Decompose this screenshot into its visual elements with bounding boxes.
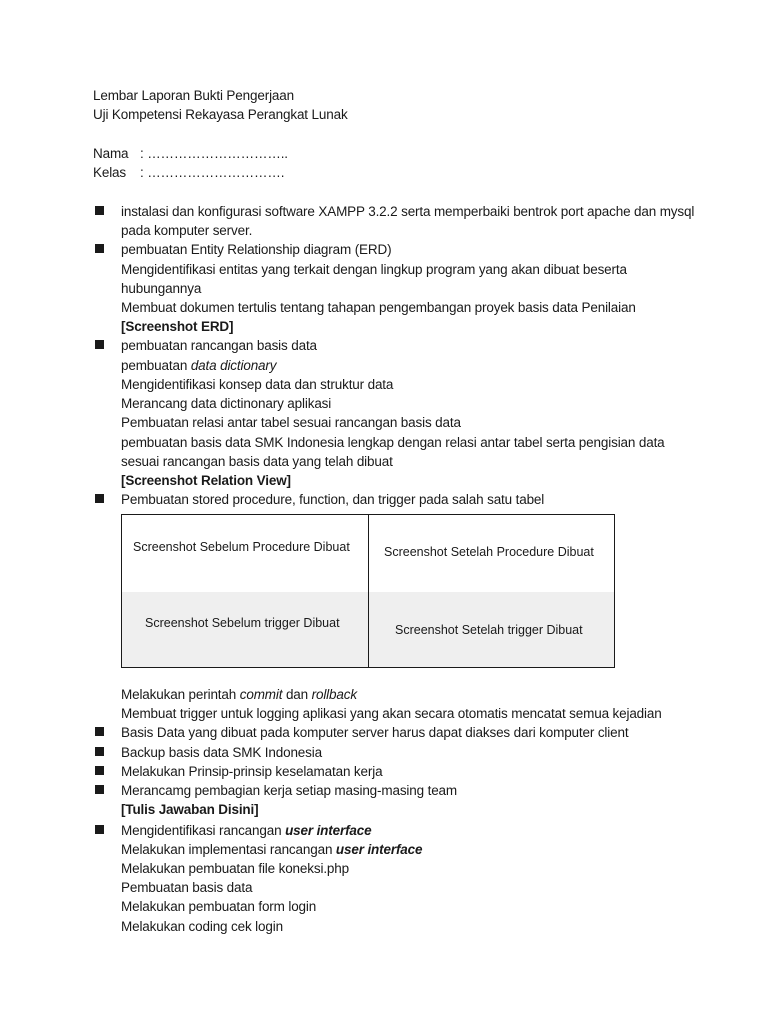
sub-item: pembuatan data dictionary (121, 358, 277, 373)
bullet-square-icon (95, 206, 104, 215)
item-keselamatan: Melakukan Prinsip-prinsip keselamatan kerja (121, 764, 383, 779)
bullet-square-icon (95, 766, 104, 775)
table-cell: Screenshot Sebelum Procedure Dibuat (133, 540, 350, 554)
table-divider (368, 515, 369, 667)
sub-item: Melakukan perintah commit dan rollback (121, 687, 357, 702)
bullet-square-icon (95, 340, 104, 349)
item-rancangan-basis-data: pembuatan rancangan basis data (121, 338, 317, 353)
doc-subtitle: Uji Kompetensi Rekayasa Perangkat Lunak (93, 107, 348, 122)
sub-item: Pembuatan relasi antar tabel sesuai rancangan basis data (121, 415, 461, 430)
table-cell: Screenshot Sebelum trigger Dibuat (145, 616, 340, 630)
bullet-square-icon (95, 825, 104, 834)
item-erd: pembuatan Entity Relationship diagram (ERD) (121, 242, 392, 257)
bullet-square-icon (95, 494, 104, 503)
bullet-square-icon (95, 785, 104, 794)
sub-item: Melakukan pembuatan file koneksi.php (121, 861, 349, 876)
note-tulis-jawaban: [Tulis Jawaban Disini] (121, 802, 259, 817)
bullet-square-icon (95, 747, 104, 756)
item-stored-procedure: Pembuatan stored procedure, function, dan trigger pada salah satu tabel (121, 492, 545, 507)
nama-label: Nama (93, 146, 129, 161)
note-screenshot-relation: [Screenshot Relation View] (121, 473, 291, 488)
sub-item: Membuat dokumen tertulis tentang tahapan pengembangan proyek basis data Penilaian (121, 300, 636, 315)
note-screenshot-erd: [Screenshot ERD] (121, 319, 234, 334)
kelas-label: Kelas (93, 165, 127, 180)
sub-item: hubungannya (121, 281, 202, 296)
nama-value: : ………………………….. (140, 146, 288, 161)
sub-item: pembuatan basis data SMK Indonesia lengkap dengan relasi antar tabel serta pengisian data (121, 435, 665, 450)
sub-item: Melakukan coding cek login (121, 919, 283, 934)
item-xampp: instalasi dan konfigurasi software XAMPP 3.2.2 serta memperbaiki bentrok port apache dan mysql (121, 204, 695, 219)
table-cell: Screenshot Setelah Procedure Dibuat (384, 545, 594, 559)
sub-item: sesuai rancangan basis data yang telah dibuat (121, 454, 393, 469)
item-user-interface: Mengidentifikasi rancangan user interface (121, 823, 372, 838)
doc-title: Lembar Laporan Bukti Pengerjaan (93, 88, 294, 103)
item-basis-data-client: Basis Data yang dibuat pada komputer server harus dapat diakses dari komputer client (121, 725, 629, 740)
screenshot-table (121, 514, 615, 668)
item-backup: Backup basis data SMK Indonesia (121, 745, 322, 760)
sub-item: Melakukan implementasi rancangan user interface (121, 842, 423, 857)
bullet-square-icon (95, 244, 104, 253)
item-xampp-cont: pada komputer server. (121, 223, 253, 238)
sub-item: Merancang data dictinonary aplikasi (121, 396, 332, 411)
sub-item: Membuat trigger untuk logging aplikasi yang akan secara otomatis mencatat semua kejadian (121, 706, 662, 721)
table-cell: Screenshot Setelah trigger Dibuat (395, 623, 583, 637)
item-pembagian-kerja: Merancamg pembagian kerja setiap masing-masing team (121, 783, 458, 798)
bullet-square-icon (95, 727, 104, 736)
sub-item: Melakukan pembuatan form login (121, 899, 317, 914)
sub-item: Mengidentifikasi entitas yang terkait dengan lingkup program yang akan dibuat beserta (121, 262, 627, 277)
sub-item: Pembuatan basis data (121, 880, 253, 895)
sub-item: Mengidentifikasi konsep data dan struktur data (121, 377, 394, 392)
kelas-value: : …………………………. (140, 165, 285, 180)
